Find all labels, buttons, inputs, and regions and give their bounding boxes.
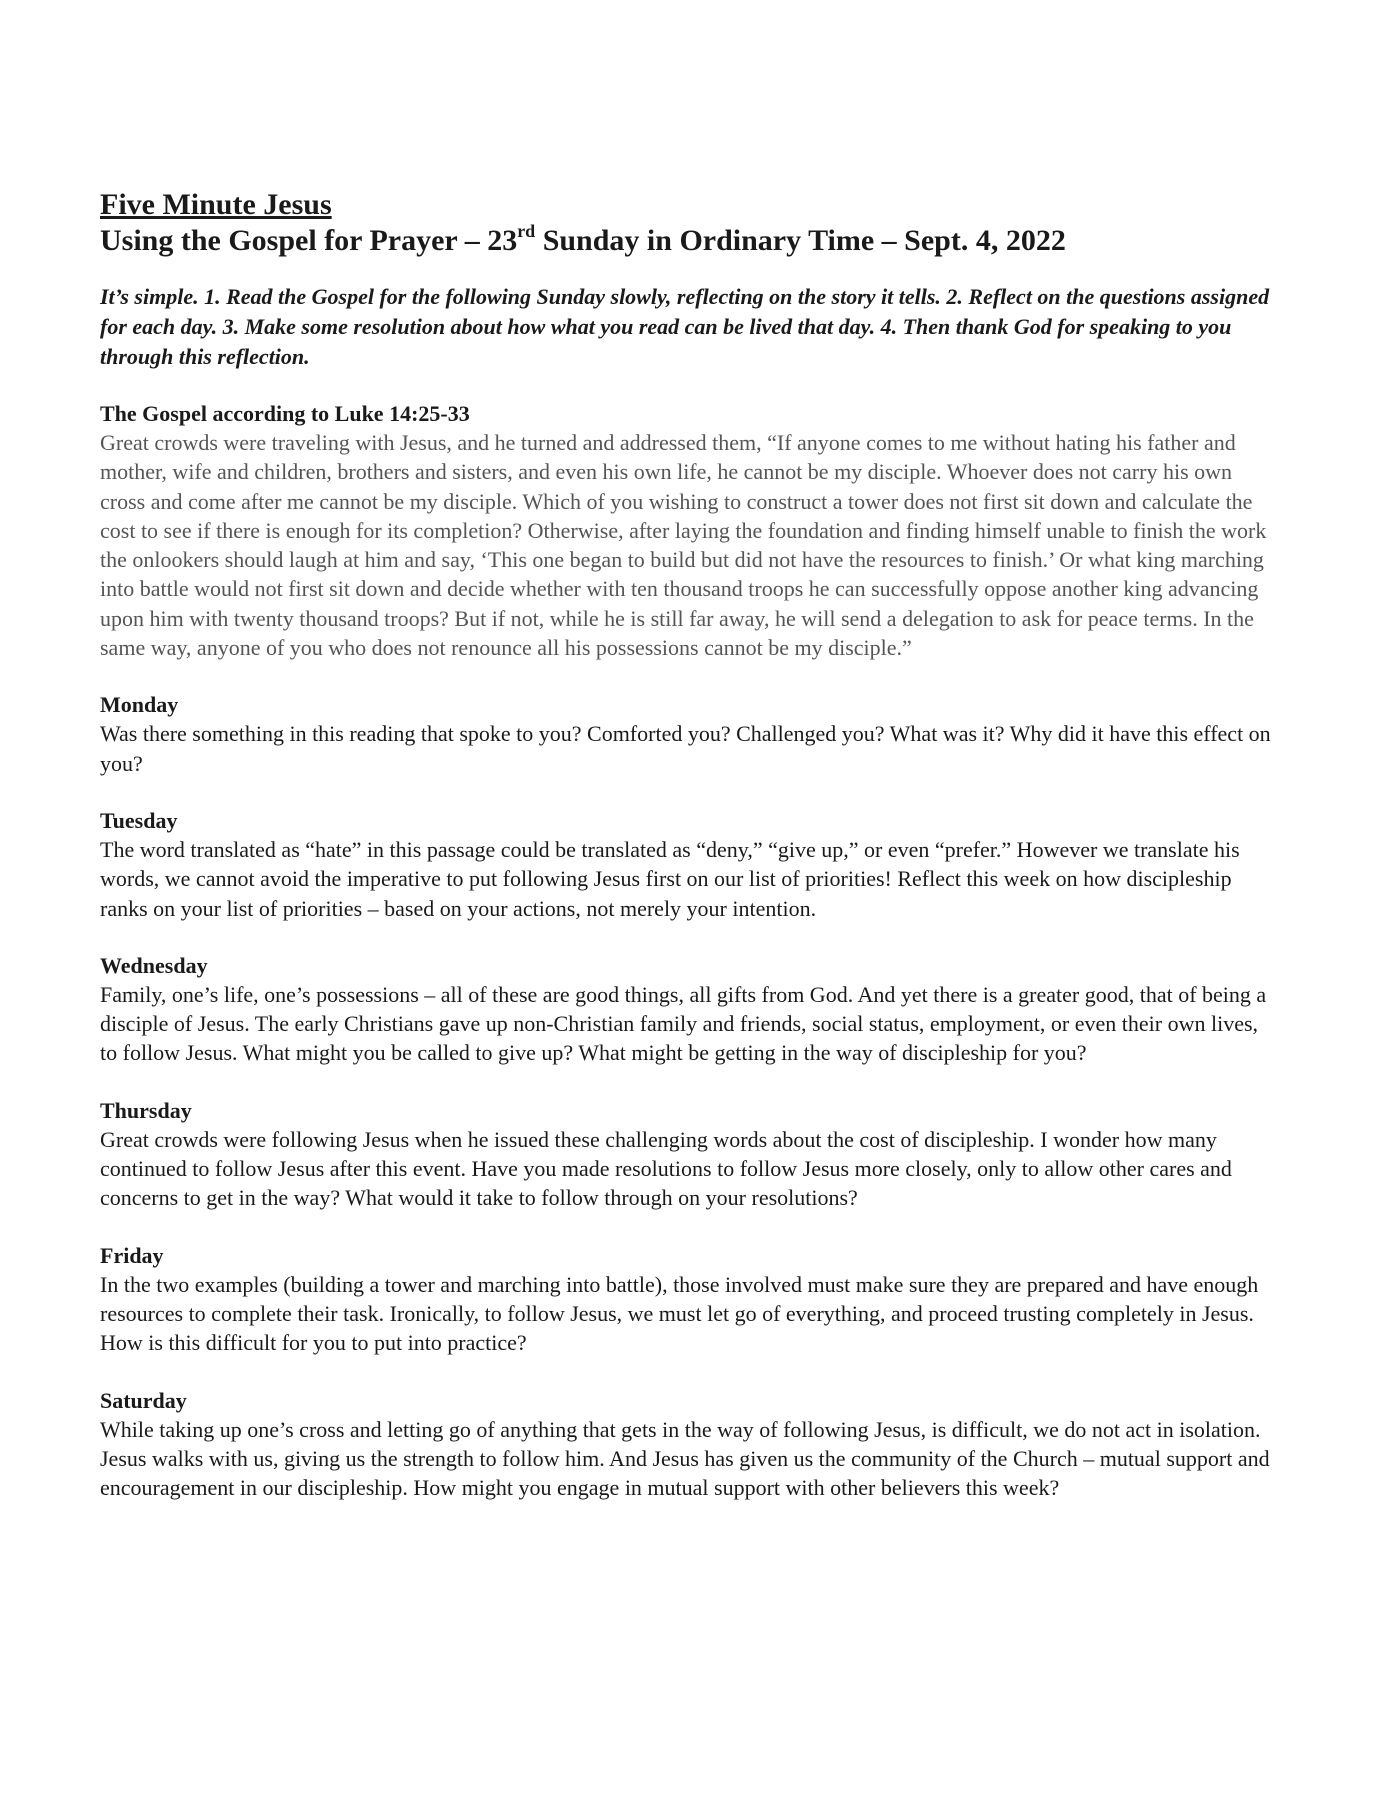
subtitle-ordinal-suffix: rd bbox=[517, 221, 536, 241]
gospel-text: Great crowds were traveling with Jesus, and he turned and addressed them, “If anyone comes to me without hating his father and mother, wife and children, brothers and sisters, and even his own life, he cannot be my disciple. Whoever does not carry his own cross and come after me cannot be my disciple. Which of you wishing to construct a tower does not first sit down and calculate the cost to see if there is enough for its completion? Otherwise, after laying the foundation and finding himself unable to finish the work the onlookers should laugh at him and say, ‘This one began to build but did not have the resources to finish.’ Or what king marching into battle would not first sit down and decide whether with ten thousand troops he can successfully oppose another king advancing upon him with twenty thousand troops? But if not, while he is still far away, he will send a delegation to ask for peace terms. In the same way, anyone of you who does not renounce all his possessions cannot be my disciple.” bbox=[100, 430, 1267, 661]
day-text-wednesday: Family, one’s life, one’s possessions – all of these are good things, all gifts from God. And yet there is a greater good, that of being a disciple of Jesus. The early Christians gave up non-Christian family and friends, social status, employment, or even their own lives, to follow Jesus. What might you be called to give up? What might be getting in the way of discipleship for you? bbox=[100, 981, 1267, 1066]
day-section-friday bbox=[100, 1241, 1275, 1358]
day-text-tuesday: The word translated as “hate” in this passage could be translated as “deny,” “give up,” or even “prefer.” However we translate his words, we cannot avoid the imperative to put following Jesus first on our list of priorities! Reflect this week on how discipleship ranks on your list of priorities – based on your actions, not merely your intention. bbox=[100, 836, 1240, 921]
gospel-heading: The Gospel according to Luke 14:25-33 bbox=[100, 401, 470, 426]
day-text-thursday: Great crowds were following Jesus when he issued these challenging words about the cost of discipleship. I wonder how many continued to follow Jesus after this event. Have you made resolutions to follow Jesus more closely, only to allow other cares and concerns to get in the way? What would it take to follow through on your resolutions? bbox=[100, 1126, 1232, 1211]
day-heading-friday: Friday bbox=[100, 1242, 164, 1268]
gospel-section bbox=[100, 399, 1275, 662]
day-text-friday: In the two examples (building a tower and marching into battle), those involved must make sure they are prepared and have enough resources to complete their task. Ironically, to follow Jesus, we must let go of everything, and proceed trusting completely in Jesus. How is this difficult for you to put into practice? bbox=[100, 1271, 1259, 1356]
day-heading-saturday: Saturday bbox=[100, 1387, 187, 1413]
day-section-thursday bbox=[100, 1096, 1275, 1213]
day-heading-wednesday: Wednesday bbox=[100, 952, 208, 978]
day-section-wednesday bbox=[100, 951, 1275, 1068]
day-text-saturday: While taking up one’s cross and letting go of anything that gets in the way of following Jesus, is difficult, we do not act in isolation. Jesus walks with us, giving us the strength to follow him. And Jesus has given us the community of the Church – mutual support and encouragement in our discipleship. How might you engage in mutual support with other believers this week? bbox=[100, 1416, 1270, 1501]
day-section-saturday bbox=[100, 1386, 1275, 1503]
document-subtitle bbox=[100, 222, 1275, 260]
subtitle-rest: Sunday in Ordinary Time – Sept. 4, 2022 bbox=[535, 224, 1066, 257]
day-heading-thursday: Thursday bbox=[100, 1097, 192, 1123]
day-section-tuesday bbox=[100, 806, 1275, 923]
day-heading-tuesday: Tuesday bbox=[100, 807, 178, 833]
document-title: Five Minute Jesus bbox=[100, 188, 332, 221]
document-page bbox=[100, 188, 1275, 1530]
day-section-monday bbox=[100, 690, 1275, 778]
instructions: It’s simple. 1. Read the Gospel for the following Sunday slowly, reflecting on the story it tells. 2. Reflect on the questions assigned for each day. 3. Make some resolution about how what you read can be lived that day. 4. Then thank God for speaking to you through this reflection. bbox=[100, 284, 1270, 369]
day-heading-monday: Monday bbox=[100, 692, 179, 718]
day-text-monday: Was there something in this reading that spoke to you? Comforted you? Challenged you? What was it? Why did it have this effect on you? bbox=[100, 721, 1271, 776]
subtitle-main: Using the Gospel for Prayer – 23 bbox=[100, 224, 518, 257]
